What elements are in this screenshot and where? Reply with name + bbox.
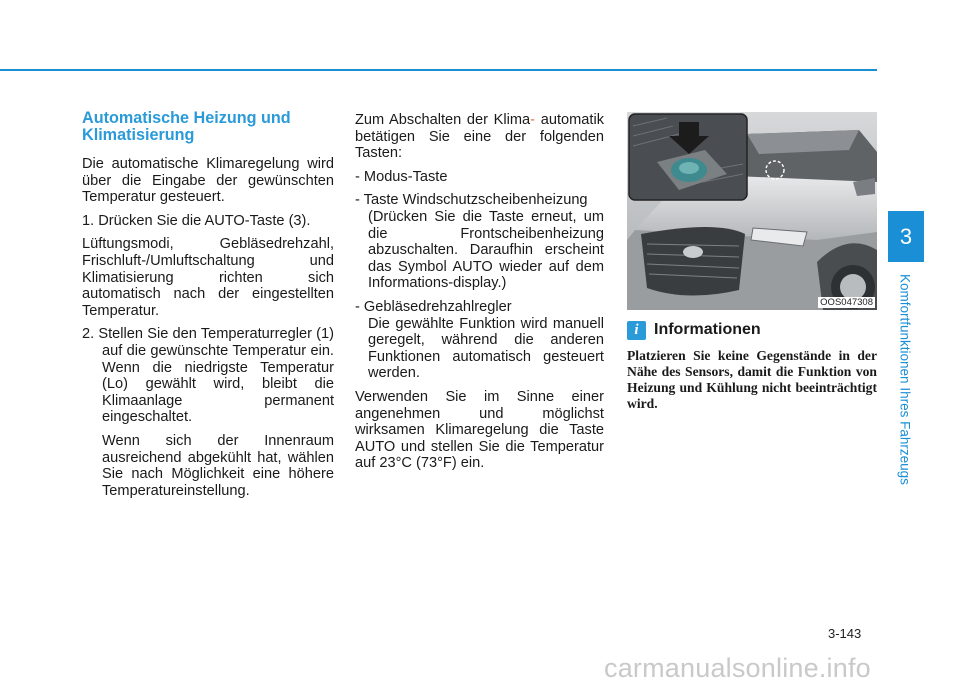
list-item-defrost: - Taste Windschutzscheibenheizung — [355, 192, 588, 209]
step-2-note: Wenn sich der Innenraum ausreichend abgekühlt hat, wählen Sie nach Möglichkeit eine höhere Temperatureinstellung. — [102, 432, 334, 499]
chapter-number-tab: 3 — [888, 211, 924, 262]
column-middle — [355, 112, 604, 472]
watermark: carmanualsonline.info — [604, 653, 871, 683]
column-right — [627, 112, 877, 412]
deactivate-intro — [355, 112, 604, 162]
step-1-detail: Lüftungsmodi, Gebläsedrehzahl, Frischluft-/Umluftschaltung und Klimatisierung richten sich automatisch nach der eingestellten Temperatur. — [82, 236, 334, 319]
page-number: 3-143 — [828, 626, 862, 641]
intro-paragraph: Die automatische Klimaregelung wird über die Eingabe der gewünschten Temperatur gesteuert. — [82, 156, 334, 206]
chapter-label — [892, 268, 918, 490]
deactivate-intro-end: automatik betätigen Sie eine der folgenden Tasten: — [355, 112, 604, 162]
section-title: Automatische Heizung und Klimatisierung — [82, 109, 291, 144]
top-rule — [0, 69, 877, 71]
chapter-label-text: Komfortfunktionen Ihres Fahrzeugs — [897, 273, 913, 485]
hyphen-mark: - — [530, 112, 536, 128]
list-item-defrost-detail: (Drücken Sie die Taste erneut, um die Frontscheibenheizung abzuschalten. Daraufhin erscheint das Symbol AUTO wieder auf dem Informations-display.) — [368, 208, 604, 292]
step-1: 1. Drücken Sie die AUTO-Taste (3). — [82, 212, 311, 229]
column-left — [82, 110, 334, 499]
recommend-paragraph: Verwenden Sie im Sinne einer angenehmen und möglichst wirksamen Klimaregelung die Taste AUTO und stellen Sie die Temperatur auf 23°C (73°F) ein. — [355, 388, 604, 472]
car-illustration — [627, 112, 877, 310]
info-body: Platzieren Sie keine Gegenstände in der Nähe des Sensors, damit die Funktion von Heizung und Kühlung nicht beeinträchtigt wird. — [627, 348, 877, 411]
info-icon: i — [627, 321, 646, 340]
deactivate-intro-start: Zum Abschalten der Klima — [355, 112, 531, 128]
info-header — [627, 321, 877, 340]
car-sensor-figure — [627, 112, 877, 310]
step-2: 2. Stellen Sie den Temperaturregler (1) auf die gewünschte Temperatur ein. Wenn die niedrigste Temperatur (Lo) gewählt wird, bleibt die Klimaanlage permanent eingeschaltet. — [82, 326, 334, 426]
info-title: Informationen — [654, 321, 761, 339]
list-item-mode: - Modus-Taste — [355, 168, 448, 185]
list-item-fan-detail: Die gewählte Funktion wird manuell geregelt, während die anderen Funktionen automatisch gesteuert werden. — [368, 315, 604, 382]
figure-code: OOS047308 — [820, 297, 873, 308]
list-item-fan: - Gebläsedrehzahlregler — [355, 298, 512, 315]
